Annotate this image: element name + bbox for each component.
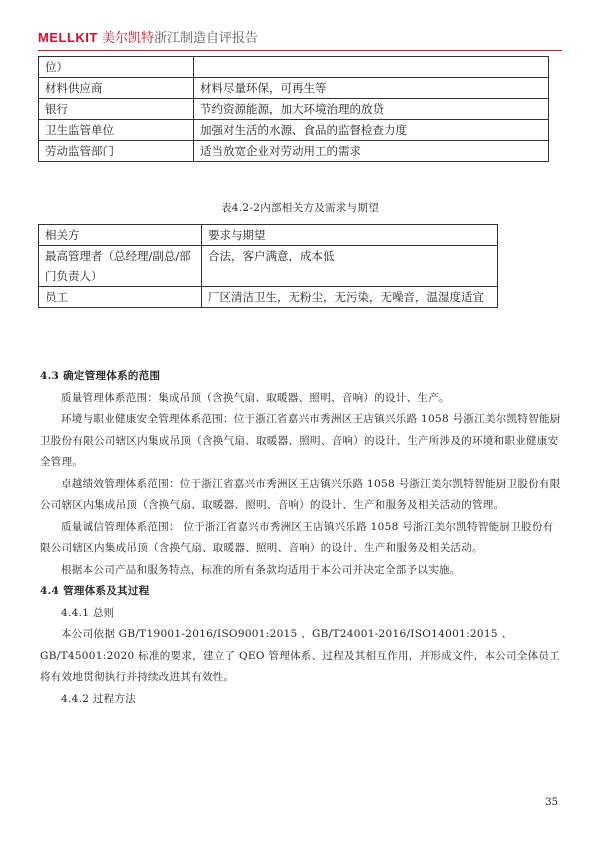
table-cell: 材料供应商 (39, 78, 194, 99)
subsection-heading: 4.4.2 过程方法 (61, 692, 137, 705)
table-cell: 材料尽量环保，可再生等 (194, 78, 549, 99)
table-header-row (39, 225, 498, 246)
table-cell: 卫生监管单位 (39, 120, 194, 141)
table-cell: 节约资源能源，加大环境治理的放贷 (194, 99, 549, 120)
company-name: 美尔凯特 (101, 31, 154, 46)
table-row (39, 78, 549, 99)
table-row (39, 99, 549, 120)
page-number: 35 (545, 797, 558, 808)
subsection-heading: 4.4.1 总则 (61, 606, 115, 619)
table-cell (194, 57, 549, 78)
table-cell: 位） (39, 57, 194, 78)
table-row (39, 120, 549, 141)
paragraph: 质量诚信管理体系范围： 位于浙江省嘉兴市秀洲区王店镇兴乐路 1058 号浙江美尔凯特智能厨卫股份有限公司辖区内集成吊顶（含换气扇、取暖器、照明、音响）的设计、生产和服务及相关活动。 (40, 520, 554, 554)
table-row (39, 287, 498, 308)
table-cell: 银行 (39, 99, 194, 120)
column-header: 要求与期望 (202, 225, 498, 246)
table-caption: 表4.2-2内部相关方及需求与期望 (220, 202, 380, 214)
section-heading: 4.4 管理体系及其过程 (40, 585, 150, 597)
paragraph: 根据本公司产品和服务特点，标准的所有条款均适用于本公司并决定全部予以实施。 (61, 563, 461, 576)
section-4-3 (40, 366, 562, 710)
report-title: 浙江制造自评报告 (153, 31, 258, 46)
table-cell: 加强对生活的水源、食品的监督检查力度 (194, 120, 549, 141)
paragraph: 环境与职业健康安全管理体系范围：位于浙江省嘉兴市秀洲区王店镇兴乐路 1058 号浙江美尔凯特智能厨卫股份有限公司辖区内集成吊顶（含换气扇、取暖器、照明、音响）的设计、生产所涉及的环境和职业健康安全管理。 (40, 413, 561, 468)
table-row (39, 57, 549, 78)
header-rule (38, 50, 562, 51)
table-cell: 厂区清洁卫生，无粉尘，无污染，无噪音，温湿度适宜 (202, 287, 498, 308)
paragraph: 卓越绩效管理体系范围：位于浙江省嘉兴市秀洲区王店镇兴乐路 1058 号浙江美尔凯特智能厨卫股份有限公司辖区内集成吊顶（含换气扇、取暖器、照明、音响）的设计、生产和服务及相关活动的管理。 (40, 477, 561, 511)
page-header (38, 30, 258, 47)
table-cell: 适当放宽企业对劳动用工的需求 (194, 141, 549, 162)
paragraph: 本公司依据 GB/T19001-2016/ISO9001:2015 、GB/T24001-2016/ISO14001:2015 、GB/T45001:2020 标准的要求，建立了 QEO 管理体系、过程及其相互作用，并形成文件，本公司全体员工将有效地贯彻执行并持续改进其有效性。 (40, 628, 560, 683)
section-heading: 4.3 确定管理体系的范围 (40, 370, 161, 382)
table-row (39, 246, 498, 287)
internal-stakeholders-table (38, 224, 498, 308)
table-cell: 劳动监管部门 (39, 141, 194, 162)
table-cell: 合法，客户满意，成本低 (202, 246, 498, 287)
column-header: 相关方 (39, 225, 202, 246)
paragraph: 质量管理体系范围：集成吊顶（含换气扇、取暖器、照明、音响）的设计、生产。 (61, 391, 450, 404)
table-cell: 员工 (39, 287, 202, 308)
external-stakeholders-table (38, 56, 549, 162)
brand-logo: MELLKIT (38, 30, 98, 45)
table-cell: 最高管理者（总经理/副总/部门负责人） (39, 246, 202, 287)
table-row (39, 141, 549, 162)
